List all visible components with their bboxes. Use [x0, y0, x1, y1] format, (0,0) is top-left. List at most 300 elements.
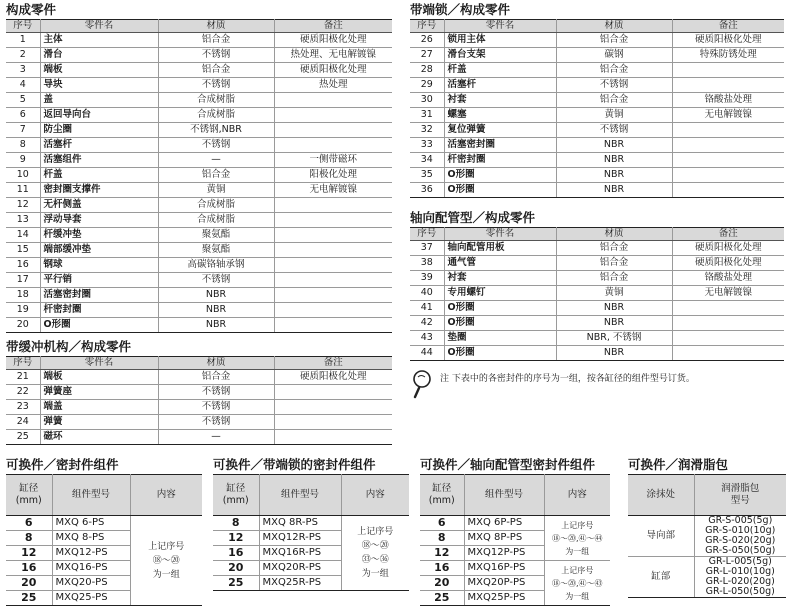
table-row	[6, 258, 392, 273]
part-no: 16	[6, 258, 40, 273]
table-row	[6, 213, 392, 228]
col-bore-label: 缸径	[19, 483, 39, 494]
table-row	[6, 168, 392, 183]
part-material: NBR	[158, 288, 274, 303]
grease-pack-section	[628, 457, 786, 598]
part-no: 26	[410, 33, 444, 48]
part-remark	[672, 138, 784, 153]
part-material: 铝合金	[556, 241, 672, 256]
bore-size: 12	[213, 531, 259, 546]
part-name: 衬套	[444, 93, 556, 108]
part-material: 铝合金	[158, 168, 274, 183]
part-material: 高碳铬轴承钢	[158, 258, 274, 273]
part-no: 27	[410, 48, 444, 63]
part-remark	[274, 318, 392, 333]
col-no: 序号	[410, 228, 444, 241]
kit-content-line: 上记序号	[357, 527, 394, 537]
part-name: 磁环	[40, 430, 158, 445]
grease-model: GR-L-005(5g)	[708, 556, 772, 567]
part-material: NBR	[158, 318, 274, 333]
col-model: 组件型号	[52, 475, 130, 516]
part-remark: 硬质阳极化处理	[274, 370, 392, 385]
col-content: 内容	[544, 475, 610, 516]
part-name: 杆盖	[444, 63, 556, 78]
parts-table	[6, 19, 392, 333]
part-material: 聚氨酯	[158, 243, 274, 258]
part-name: O形圈	[40, 318, 158, 333]
kit-model: MXQ20R-PS	[259, 561, 341, 576]
part-no: 43	[410, 331, 444, 346]
part-remark	[274, 415, 392, 430]
kit-model: MXQ16P-PS	[464, 561, 544, 576]
axial-piping-parts-section	[410, 210, 784, 361]
section-title: 可换件／轴向配管型密封件组件	[420, 457, 596, 472]
part-name: 端部缓冲垫	[40, 243, 158, 258]
table-row	[213, 516, 409, 531]
part-remark: 一侧带磁环	[274, 153, 392, 168]
part-material: 黄铜	[158, 183, 274, 198]
kit-content-line: 上记序号	[561, 520, 594, 530]
section-title: 带端锁／构成零件	[410, 2, 511, 17]
part-name: 活塞密封圈	[40, 288, 158, 303]
kit-model: MXQ20-PS	[52, 576, 130, 591]
part-remark	[274, 123, 392, 138]
col-content: 内容	[130, 475, 202, 516]
kit-model: MXQ 8R-PS	[259, 516, 341, 531]
part-name: 导块	[40, 78, 158, 93]
kit-model: MXQ25P-PS	[464, 591, 544, 606]
section-title: 轴向配管型／构成零件	[410, 210, 536, 225]
bore-size: 25	[420, 591, 464, 606]
part-name: 杆盖	[40, 168, 158, 183]
kit-content	[544, 516, 610, 561]
part-name: O形圈	[444, 346, 556, 361]
table-row	[6, 430, 392, 445]
grease-place: 导向部	[628, 516, 694, 557]
part-remark	[274, 93, 392, 108]
kit-model: MXQ20P-PS	[464, 576, 544, 591]
part-material: 不锈钢	[158, 400, 274, 415]
grease-model: GR-L-050(50g)	[694, 587, 786, 598]
part-remark	[274, 138, 392, 153]
part-no: 38	[410, 256, 444, 271]
part-no: 17	[6, 273, 40, 288]
table-row	[410, 301, 784, 316]
part-name: 通气管	[444, 256, 556, 271]
part-no: 30	[410, 93, 444, 108]
bore-size: 20	[6, 576, 52, 591]
table-row	[6, 183, 392, 198]
part-name: 杆密封圈	[444, 153, 556, 168]
table-header	[213, 475, 409, 516]
part-no: 37	[410, 241, 444, 256]
grease-pack-table	[628, 474, 786, 598]
col-name: 零件名	[444, 20, 556, 33]
kit-content-line: 为一组	[361, 569, 389, 579]
part-material: NBR	[556, 301, 672, 316]
part-no: 35	[410, 168, 444, 183]
table-row	[410, 78, 784, 93]
table-row	[6, 153, 392, 168]
part-no: 29	[410, 78, 444, 93]
part-name: O形圈	[444, 183, 556, 198]
table-row	[6, 78, 392, 93]
col-bore-unit: (mm)	[222, 495, 249, 506]
bore-size: 12	[420, 546, 464, 561]
part-material: 铝合金	[556, 33, 672, 48]
part-name: 滑台	[40, 48, 158, 63]
part-remark: 硬质阳极化处理	[672, 256, 784, 271]
part-material: NBR	[556, 183, 672, 198]
part-material: 合成树脂	[158, 213, 274, 228]
part-remark	[672, 153, 784, 168]
table-row	[420, 561, 610, 576]
table-row	[410, 138, 784, 153]
part-material: 不锈钢	[158, 273, 274, 288]
part-no: 36	[410, 183, 444, 198]
part-remark: 阳极化处理	[274, 168, 392, 183]
part-no: 25	[6, 430, 40, 445]
part-remark	[672, 123, 784, 138]
table-row	[6, 243, 392, 258]
part-remark	[672, 168, 784, 183]
col-place: 涂抹处	[628, 475, 694, 516]
table-row	[6, 288, 392, 303]
part-name: 浮动导套	[40, 213, 158, 228]
axial-piping-seal-kit-table	[420, 474, 610, 606]
kit-model: MXQ 8P-PS	[464, 531, 544, 546]
part-no: 24	[6, 415, 40, 430]
part-no: 21	[6, 370, 40, 385]
part-remark	[672, 346, 784, 361]
kit-content	[544, 561, 610, 606]
part-name: 轴向配管用板	[444, 241, 556, 256]
part-remark: 无电解镀镍	[672, 286, 784, 301]
part-remark	[274, 243, 392, 258]
part-material: 黄铜	[556, 286, 672, 301]
kit-content-line: 为一组	[565, 546, 590, 556]
part-name: 垫圈	[444, 331, 556, 346]
part-material: 碳钢	[556, 48, 672, 63]
part-no: 15	[6, 243, 40, 258]
part-material: NBR, 不锈钢	[556, 331, 672, 346]
section-title: 带缓冲机构／构成零件	[6, 339, 132, 354]
table-row	[410, 241, 784, 256]
part-name: 密封圈支撑件	[40, 183, 158, 198]
col-material: 材质	[556, 228, 672, 241]
grease-place: 缸部	[628, 557, 694, 598]
bore-size: 6	[6, 516, 52, 531]
part-remark	[274, 198, 392, 213]
table-header	[6, 20, 392, 33]
part-remark	[274, 303, 392, 318]
part-remark: 无电解镀镍	[672, 108, 784, 123]
part-remark: 铬酸盐处理	[672, 271, 784, 286]
part-name: 防尘圈	[40, 123, 158, 138]
part-name: 钢球	[40, 258, 158, 273]
part-material: 不锈钢	[158, 78, 274, 93]
end-lock-parts-section	[410, 2, 784, 198]
part-remark	[274, 213, 392, 228]
bore-size: 12	[6, 546, 52, 561]
part-remark	[672, 316, 784, 331]
col-bore-unit: (mm)	[15, 495, 42, 506]
table-row	[6, 33, 392, 48]
part-material: 铝合金	[158, 63, 274, 78]
kit-model: MXQ16R-PS	[259, 546, 341, 561]
part-material: 不锈钢	[158, 138, 274, 153]
part-no: 14	[6, 228, 40, 243]
table-row	[6, 385, 392, 400]
bore-size: 20	[420, 576, 464, 591]
part-material: 聚氨酯	[158, 228, 274, 243]
bore-size: 25	[213, 576, 259, 591]
part-no: 23	[6, 400, 40, 415]
part-name: 杆密封圈	[40, 303, 158, 318]
col-no: 序号	[6, 20, 40, 33]
section-title: 构成零件	[6, 2, 57, 17]
part-material: 不锈钢	[556, 123, 672, 138]
table-row	[6, 370, 392, 385]
part-material: NBR	[158, 303, 274, 318]
part-no: 13	[6, 213, 40, 228]
part-material: NBR	[556, 346, 672, 361]
table-row	[6, 108, 392, 123]
col-bore-unit: (mm)	[428, 495, 455, 506]
col-grease-model	[694, 475, 786, 516]
bore-size: 16	[6, 561, 52, 576]
part-name: 活塞组件	[40, 153, 158, 168]
table-row	[628, 516, 786, 527]
bore-size: 6	[420, 516, 464, 531]
part-name: 平行销	[40, 273, 158, 288]
part-remark	[672, 63, 784, 78]
col-model: 组件型号	[464, 475, 544, 516]
part-no: 7	[6, 123, 40, 138]
kit-content-line: ㉝～㊱	[361, 555, 389, 565]
bore-size: 25	[6, 591, 52, 606]
seal-kit-table	[6, 474, 202, 606]
part-no: 22	[6, 385, 40, 400]
magnifier-icon	[411, 369, 435, 399]
cushion-parts-table	[6, 356, 392, 445]
part-no: 39	[410, 271, 444, 286]
table-header	[420, 475, 610, 516]
part-name: 活塞杆	[40, 138, 158, 153]
part-name: 活塞密封圈	[444, 138, 556, 153]
table-row	[410, 286, 784, 301]
table-header	[6, 475, 202, 516]
part-no: 20	[6, 318, 40, 333]
part-name: 主体	[40, 33, 158, 48]
part-name: O形圈	[444, 316, 556, 331]
kit-model: MXQ 8-PS	[52, 531, 130, 546]
table-row	[410, 93, 784, 108]
part-name: 复位弹簧	[444, 123, 556, 138]
col-remark: 备注	[672, 20, 784, 33]
part-remark: 硬质阳极化处理	[672, 241, 784, 256]
table-header	[628, 475, 786, 516]
part-name: 滑台支架	[444, 48, 556, 63]
part-name: 弹簧座	[40, 385, 158, 400]
part-remark	[274, 385, 392, 400]
kit-model: MXQ 6P-PS	[464, 516, 544, 531]
seal-kit-section	[6, 457, 202, 606]
table-row	[410, 108, 784, 123]
section-title: 可换件／密封件组件	[6, 457, 119, 472]
kit-content-line: 上记序号	[561, 565, 594, 575]
table-row	[410, 346, 784, 361]
part-remark	[274, 288, 392, 303]
kit-model: MXQ 6-PS	[52, 516, 130, 531]
grease-model: GR-L-020(20g)	[705, 577, 775, 587]
end-lock-seal-kit-table	[213, 474, 409, 591]
bore-size: 8	[213, 516, 259, 531]
kit-content-line: ⑱～⑳	[152, 555, 180, 566]
part-remark	[274, 228, 392, 243]
table-header	[410, 228, 784, 241]
part-remark	[274, 430, 392, 445]
table-row	[6, 516, 202, 531]
part-remark	[672, 301, 784, 316]
part-material: 黄铜	[556, 108, 672, 123]
section-title: 可换件／带端锁的密封件组件	[213, 457, 376, 472]
col-no: 序号	[410, 20, 444, 33]
kit-model: MXQ16-PS	[52, 561, 130, 576]
part-remark	[274, 258, 392, 273]
bore-size: 8	[6, 531, 52, 546]
part-no: 41	[410, 301, 444, 316]
part-remark	[274, 400, 392, 415]
part-name: 专用螺钉	[444, 286, 556, 301]
part-material: —	[158, 430, 274, 445]
part-name: 弹簧	[40, 415, 158, 430]
table-row	[410, 331, 784, 346]
bore-size: 16	[213, 546, 259, 561]
part-name: 端板	[40, 63, 158, 78]
part-no: 31	[410, 108, 444, 123]
table-row	[420, 516, 610, 531]
part-name: 锁用主体	[444, 33, 556, 48]
part-material: NBR	[556, 168, 672, 183]
part-name: 盖	[40, 93, 158, 108]
part-no: 40	[410, 286, 444, 301]
kit-content	[130, 516, 202, 606]
part-no: 9	[6, 153, 40, 168]
kit-content-line: ⑱～⑳,㊶～㊹	[551, 533, 603, 543]
table-header	[6, 357, 392, 370]
part-name: 衬套	[444, 271, 556, 286]
table-row	[6, 93, 392, 108]
part-remark: 热处理	[274, 78, 392, 93]
axial-piping-parts-table	[410, 227, 784, 361]
kit-model: MXQ25R-PS	[259, 576, 341, 591]
part-material: 铝合金	[556, 271, 672, 286]
table-row	[6, 198, 392, 213]
col-grease-model-label2: 型号	[730, 495, 750, 506]
part-no: 18	[6, 288, 40, 303]
part-no: 32	[410, 123, 444, 138]
table-row	[410, 168, 784, 183]
table-row	[410, 63, 784, 78]
kit-content-line: ⑱～⑳,㊶～㊸	[551, 578, 603, 588]
col-model: 组件型号	[259, 475, 341, 516]
col-material: 材质	[158, 20, 274, 33]
part-name: 无杆侧盖	[40, 198, 158, 213]
bore-size: 16	[420, 561, 464, 576]
cushion-parts-section	[6, 339, 392, 445]
part-no: 44	[410, 346, 444, 361]
kit-content-line: 为一组	[565, 591, 590, 601]
part-material: 不锈钢	[158, 385, 274, 400]
part-material: 合成树脂	[158, 198, 274, 213]
table-row	[410, 123, 784, 138]
table-row	[6, 228, 392, 243]
col-bore-label: 缸径	[226, 483, 246, 494]
grease-model: GR-S-050(50g)	[694, 546, 786, 557]
col-remark: 备注	[672, 228, 784, 241]
part-no: 19	[6, 303, 40, 318]
part-no: 34	[410, 153, 444, 168]
col-content: 内容	[341, 475, 409, 516]
part-remark	[672, 183, 784, 198]
table-row	[628, 557, 786, 568]
end-lock-seal-kit-section	[213, 457, 409, 591]
kit-model: MXQ25-PS	[52, 591, 130, 606]
part-name: O形圈	[444, 301, 556, 316]
grease-model: GR-L-010(10g)	[705, 567, 775, 577]
part-material: —	[158, 153, 274, 168]
part-remark	[274, 273, 392, 288]
part-material: NBR	[556, 316, 672, 331]
part-name: 杆缓冲垫	[40, 228, 158, 243]
part-material: 铝合金	[556, 63, 672, 78]
part-material: 铝合金	[158, 33, 274, 48]
kit-content-line: 上记序号	[148, 541, 185, 552]
table-row	[410, 48, 784, 63]
col-name: 零件名	[40, 357, 158, 370]
part-material: 铝合金	[158, 370, 274, 385]
grease-model: GR-S-005(5g)	[708, 515, 773, 526]
part-name: O形圈	[444, 168, 556, 183]
part-remark	[274, 108, 392, 123]
part-material: 不锈钢	[158, 48, 274, 63]
table-header	[410, 20, 784, 33]
part-material: NBR	[556, 138, 672, 153]
table-row	[6, 123, 392, 138]
part-remark: 硬质阳极化处理	[672, 33, 784, 48]
part-no: 12	[6, 198, 40, 213]
table-row	[410, 183, 784, 198]
part-no: 1	[6, 33, 40, 48]
part-material: 合成树脂	[158, 108, 274, 123]
part-material: 铝合金	[556, 256, 672, 271]
part-no: 33	[410, 138, 444, 153]
parts-section	[6, 2, 392, 333]
grease-model: GR-S-020(20g)	[705, 536, 776, 546]
part-no: 11	[6, 183, 40, 198]
col-bore-label: 缸径	[432, 483, 452, 494]
part-material: NBR	[556, 153, 672, 168]
part-no: 5	[6, 93, 40, 108]
kit-model: MXQ12R-PS	[259, 531, 341, 546]
col-remark: 备注	[274, 357, 392, 370]
kit-model: MXQ12-PS	[52, 546, 130, 561]
table-row	[6, 318, 392, 333]
part-remark: 硬质阳极化处理	[274, 33, 392, 48]
part-no: 6	[6, 108, 40, 123]
table-row	[6, 400, 392, 415]
